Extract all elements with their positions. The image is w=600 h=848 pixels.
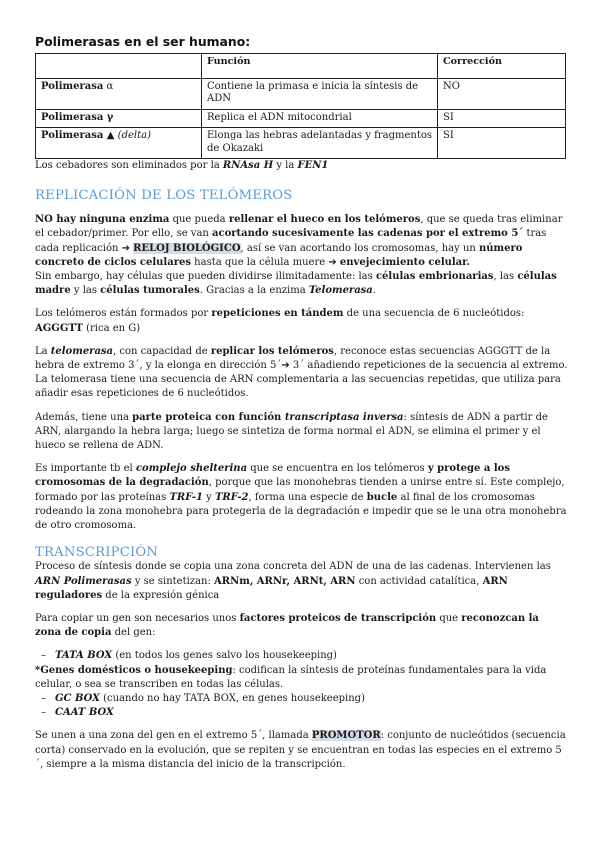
table-heading: Polimerasas en el ser humano: xyxy=(35,34,251,49)
section-heading-telomeres: REPLICACIÓN DE LOS TELÓMEROS xyxy=(35,188,293,204)
header-cell-function: Función xyxy=(202,54,438,79)
promoter-box-list-continued xyxy=(35,692,568,720)
paragraph-transcription-definition: Proceso de síntesis donde se copia una zona concreta del ADN de una de las cadenas. Intervienen las ARN Polimerasas y se sintetizan: ARNm, ARNr, ARNt, ARN con actividad catalítica, ARN reguladores de la expresión génica xyxy=(35,561,551,601)
polymerase-correction: SI xyxy=(438,128,566,159)
paragraph-reverse-transcriptase: Además, tiene una parte proteica con función transcriptasa inversa: síntesis de ADN a partir de ARN, alargando la hebra larga; luego se sintetiza de forma normal el ADN, se elimina el primer y el hueco se rellena de ADN. xyxy=(35,411,548,452)
list-item: – CAAT BOX xyxy=(55,706,568,720)
paragraph-transcription-factors: Para copiar un gen son necesarios unos factores proteicos de transcripción que reconozcan la zona de copia del gen: xyxy=(35,612,539,639)
paragraph-telomerase: La telomerasa, con capacidad de replicar los telómeros, reconoce estas secuencias AGGGTT de la hebra de extremo 3´, y la elonga en dirección 5´➔ 3´ añadiendo repeticiones de la secuencia al extremo. La telomerasa tiene una secuencia de ARN complementaria a las secuencias repetidas, que utiliza para añadir esas repeticiones de 6 nucleótidos. xyxy=(35,345,568,400)
polymerase-name: Polimerasa ▲ (delta) xyxy=(36,128,202,159)
table-row xyxy=(36,109,566,127)
promoter-box-list xyxy=(35,649,568,663)
cebadores-note: Los cebadores son eliminados por la RNAsa H y la FEN1 xyxy=(35,160,329,172)
header-cell-empty xyxy=(36,54,202,79)
polymerase-table xyxy=(35,53,566,159)
table-row xyxy=(36,128,566,159)
polymerase-name: Polimerasa α xyxy=(36,79,202,110)
polymerase-function: Replica el ADN mitocondrial xyxy=(202,109,438,127)
paragraph-unlimited-division: Sin embargo, hay células que pueden dividirse ilimitadamente: las células embrionarias, las células madre y las células tumorales. Gracias a la enzima Telomerasa. xyxy=(35,271,557,297)
table-header-row xyxy=(36,54,566,79)
polymerase-function: Elonga las hebras adelantadas y fragmentos de Okazaki xyxy=(202,128,438,159)
housekeeping-note: *Genes domésticos o housekeeping: codifican la síntesis de proteínas fundamentales para la vida celular, o sea se transcriben en todas las células. xyxy=(35,664,547,690)
list-item: – TATA BOX (en todos los genes salvo los housekeeping) xyxy=(55,649,568,663)
highlight-reloj-biologico: RELOJ BIOLÓGICO xyxy=(133,242,241,254)
polymerase-correction: SI xyxy=(438,109,566,127)
list-item: – GC BOX (cuando no hay TATA BOX, en genes housekeeping) xyxy=(55,692,568,706)
paragraph-shelterin: Es importante tb el complejo shelterina que se encuentra en los telómeros y protege a los cromosomas de la degradación, porque que las monohebras tienden a unirse entre sí. Este complejo, formado por las proteínas TRF-1 y TRF-2, forma una especie de bucle al final de los cromosomas rodeando la zona monohebra para protegerla de la degradación e impedir que se le una otra monohebra de otro cromosoma. xyxy=(35,463,567,532)
polymerase-name: Polimerasa γ xyxy=(36,109,202,127)
paragraph-promoter: Se unen a una zona del gen en el extremo 5´, llamada PROMOTOR: conjunto de nucleótidos (secuencia corta) conservado en la evolución, que se repiten y se encuentran en todas las especies en el extremo 5´, siempre a la misma distancia del inicio de la transcripción. xyxy=(35,730,566,770)
highlight-promotor: PROMOTOR xyxy=(311,730,381,742)
document-page xyxy=(35,34,568,772)
section-heading-transcription: TRANSCRIPCIÓN xyxy=(35,545,159,561)
paragraph-telomere-shortening: NO hay ninguna enzima que pueda rellenar el hueco en los telómeros, que se queda tras eliminar el cebador/primer. Por ello, se van acortando sucesivamente las cadenas por el extremo 5´ tras cada replicación ➔ RELOJ BIOLÓGICO, así se van acortando los cromosomas, hay un número concreto de ciclos celulares hasta que la célula muere ➔ envejecimiento celular. xyxy=(35,214,563,268)
polymerase-function: Contiene la primasa e inicia la síntesis de ADN xyxy=(202,79,438,110)
paragraph-tandem-repeats: Los telómeros están formados por repeticiones en tándem de una secuencia de 6 nucleótidos: AGGGTT (rica en G) xyxy=(35,308,525,334)
polymerase-correction: NO xyxy=(438,79,566,110)
header-cell-correction: Corrección xyxy=(438,54,566,79)
table-row xyxy=(36,79,566,110)
